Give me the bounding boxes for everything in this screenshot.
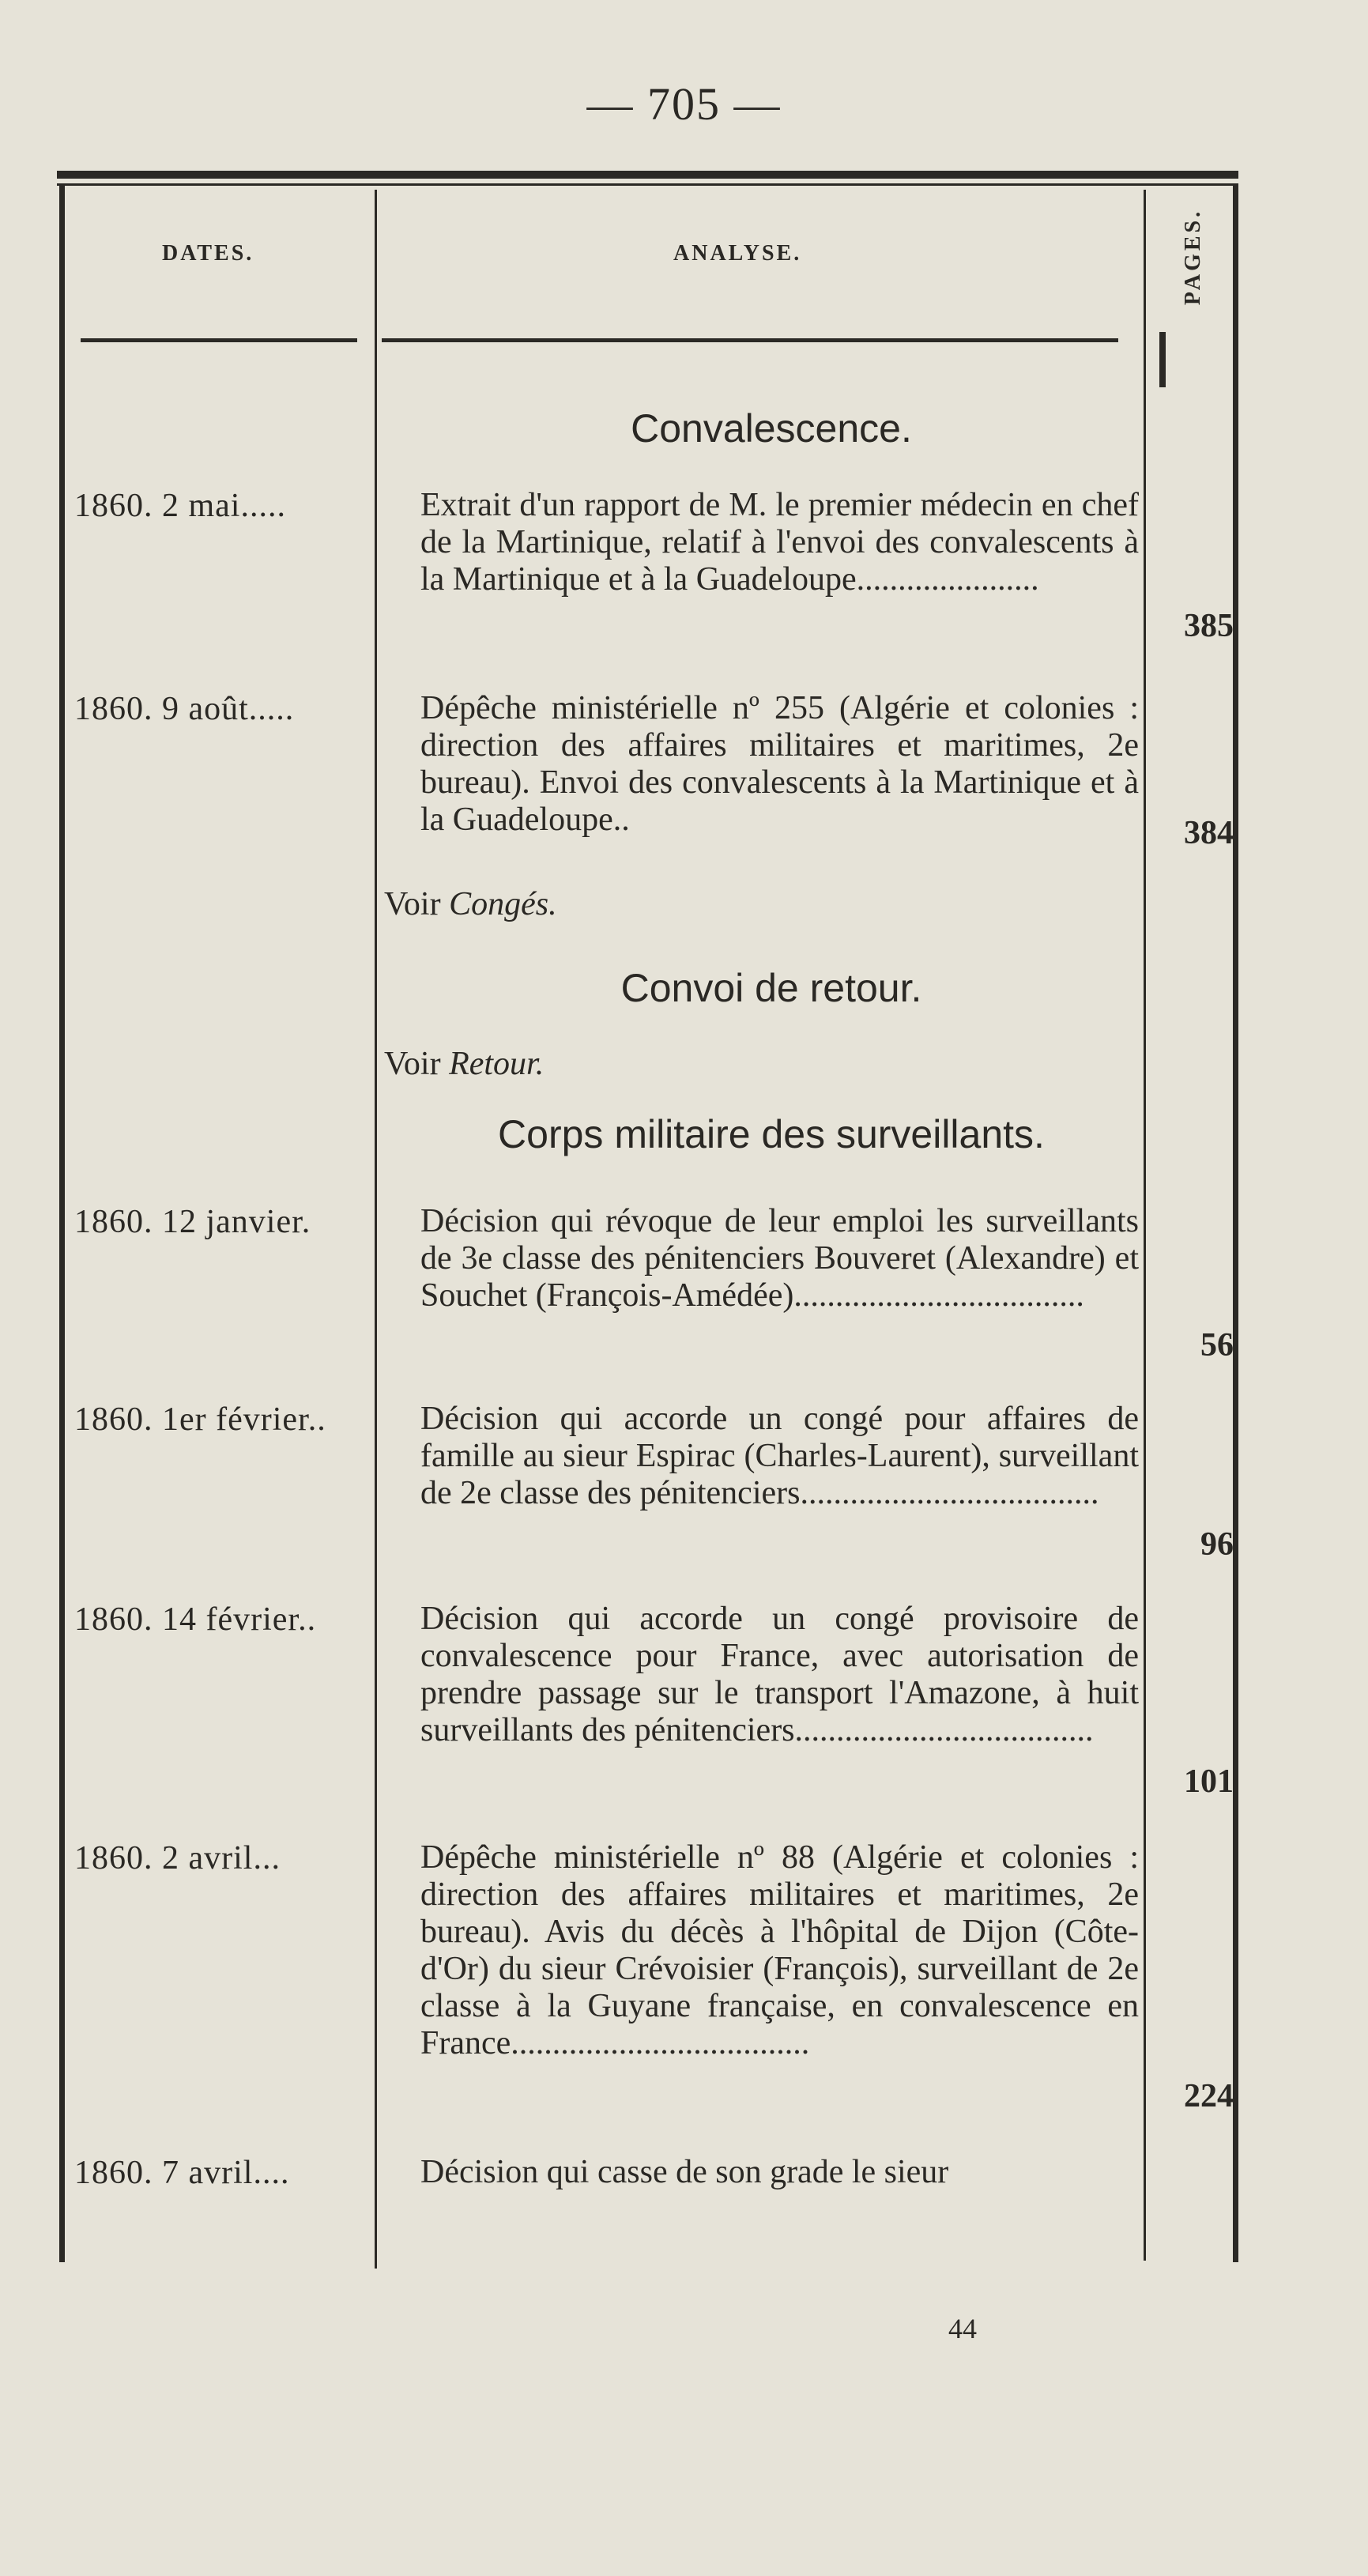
entry-analysis: Dépêche ministérielle nº 88 (Algérie et colonies : direction des affaires militaires et maritimes, 2e bureau). Avis du décès à l'hôpital de Dijon (Côte-d'Or) du sieur Crévoisier (François), surveillant de 2e classe à la Guyane française, en convalescence en France.................................... [420, 1839, 1139, 2061]
page-number: — 705 — [586, 78, 782, 130]
pages-header-mark [1159, 332, 1166, 387]
entry-date: 1860. 1er février.. [74, 1401, 326, 1438]
dates-header-underline [81, 338, 357, 342]
entry-page-ref: 101 [1184, 1763, 1234, 1800]
entry-date: 1860. 7 avril.... [74, 2155, 290, 2191]
header-dates: DATES. [162, 241, 254, 266]
entry-date: 1860. 9 août..... [74, 691, 295, 727]
section-title: Convalescence. [631, 406, 912, 451]
see-also-target: Retour. [449, 1046, 545, 1082]
section-title: Convoi de retour. [620, 966, 922, 1010]
entry-page-ref: 384 [1184, 815, 1234, 851]
analyse-header-underline [382, 338, 1118, 342]
entry-page-ref: 56 [1200, 1327, 1234, 1363]
entry-analysis: Décision qui casse de son grade le sieur [420, 2154, 949, 2190]
entry-analysis: Dépêche ministérielle nº 255 (Algérie et colonies : direction des affaires militaires et maritimes, 2e bureau). Envoi des convalescents à la Martinique et à la Guadeloupe.. [420, 690, 1139, 838]
signature-mark: 44 [948, 2313, 977, 2344]
dates-column-divider [375, 190, 377, 2269]
see-also-target: Congés. [449, 886, 557, 922]
entry-analysis: Décision qui accorde un congé provisoire de convalescence pour France, avec autorisation de prendre passage sur le transport l'Amazone, à huit surveillants des pénitenciers.................................... [420, 1601, 1139, 1748]
entry-analysis: Décision qui révoque de leur emploi les surveillants de 3e classe des pénitenciers Bouveret (Alexandre) et Souchet (François-Amédée)................................... [420, 1203, 1139, 1314]
left-border [59, 183, 65, 2262]
entry-page-ref: 224 [1184, 2078, 1234, 2114]
right-border [1233, 183, 1238, 2262]
entry-date: 1860. 12 janvier. [74, 1204, 311, 1240]
header-analyse: ANALYSE. [673, 241, 802, 266]
top-rule [57, 171, 1238, 179]
entry-date: 1860. 2 mai..... [74, 488, 286, 524]
see-also: Voir Congés. [384, 886, 557, 922]
top-rule-thin [57, 183, 1238, 186]
entry-analysis: Extrait d'un rapport de M. le premier médecin en chef de la Martinique, relatif à l'envoi des convalescents à la Martinique et à la Guadeloupe...................... [420, 487, 1139, 598]
entry-page-ref: 385 [1184, 608, 1234, 644]
analysis-column-divider [1144, 190, 1146, 2261]
section-title: Corps militaire des surveillants. [498, 1112, 1045, 1156]
see-also: Voir Retour. [384, 1046, 545, 1082]
entry-analysis: Décision qui accorde un congé pour affaires de famille au sieur Espirac (Charles-Laurent), surveillant de 2e classe des pénitenciers.................................... [420, 1401, 1139, 1511]
entry-date: 1860. 14 février.. [74, 1601, 317, 1638]
header-pages: PAGES. [1181, 208, 1205, 306]
entry-page-ref: 96 [1200, 1526, 1234, 1563]
entry-date: 1860. 2 avril... [74, 1840, 281, 1876]
